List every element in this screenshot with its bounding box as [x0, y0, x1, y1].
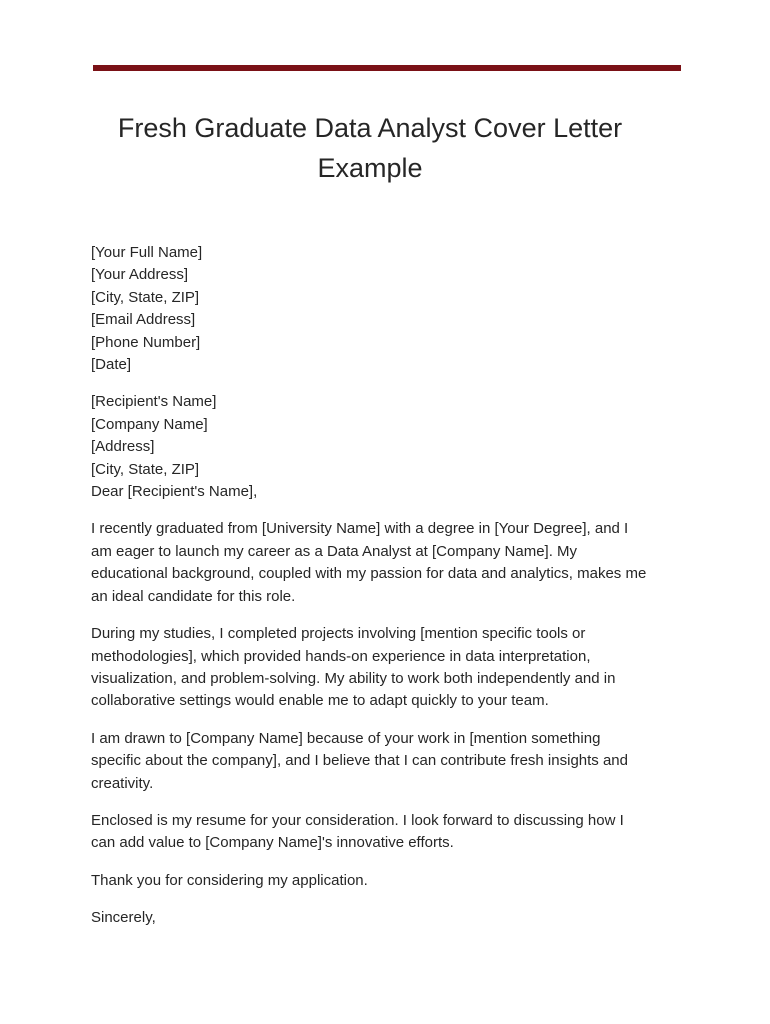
paragraph-company [91, 728, 671, 795]
salutation: Dear [Recipient's Name], [91, 483, 258, 501]
paragraph-intro [91, 518, 671, 608]
top-accent-rule [93, 65, 681, 71]
sender-address-block [91, 242, 671, 376]
closing [91, 907, 671, 929]
recipient-line: [Recipient's Name] [91, 393, 217, 411]
letter-body [91, 242, 671, 945]
paragraph-line: Enclosed is my resume for your consideration. I look forward to discussing how I [91, 811, 624, 829]
sender-line: [Email Address] [91, 311, 196, 329]
closing-line: Sincerely, [91, 909, 156, 927]
sender-line: [Your Address] [91, 266, 189, 284]
sender-line: [Phone Number] [91, 333, 201, 351]
paragraph-line: During my studies, I completed projects involving [mention specific tools or [91, 625, 586, 643]
sender-line: [Date] [91, 356, 132, 374]
paragraph-line: Thank you for considering my application. [91, 871, 368, 889]
paragraph-thanks [91, 870, 671, 892]
paragraph-line: I recently graduated from [University Name] with a degree in [Your Degree], and I [91, 520, 629, 538]
paragraph-line: an ideal candidate for this role. [91, 587, 296, 605]
paragraph-line: specific about the company], and I believe that I can contribute fresh insights and [91, 752, 628, 770]
paragraph-line: visualization, and problem-solving. My ability to work both independently and in [91, 669, 616, 687]
paragraph-line: collaborative settings would enable me to adapt quickly to your team. [91, 692, 549, 710]
paragraph-enclosure [91, 810, 671, 855]
paragraph-studies [91, 623, 671, 713]
recipient-line: [Address] [91, 438, 155, 456]
paragraph-line: creativity. [91, 774, 154, 792]
recipient-line: [Company Name] [91, 415, 208, 433]
sender-line: [City, State, ZIP] [91, 288, 200, 306]
title-line: Example [317, 153, 423, 183]
paragraph-line: I am drawn to [Company Name] because of your work in [mention something [91, 729, 601, 747]
paragraph-line: am eager to launch my career as a Data Analyst at [Company Name]. My [91, 542, 578, 560]
page-title [70, 108, 670, 188]
sender-line: [Your Full Name] [91, 244, 203, 261]
paragraph-line: can add value to [Company Name]'s innovative efforts. [91, 834, 454, 852]
recipient-line: [City, State, ZIP] [91, 460, 200, 478]
paragraph-line: methodologies], which provided hands-on experience in data interpretation, [91, 647, 591, 665]
recipient-address-block [91, 391, 671, 503]
title-line: Fresh Graduate Data Analyst Cover Letter [117, 113, 623, 143]
paragraph-line: educational background, coupled with my passion for data and analytics, makes me [91, 565, 647, 583]
